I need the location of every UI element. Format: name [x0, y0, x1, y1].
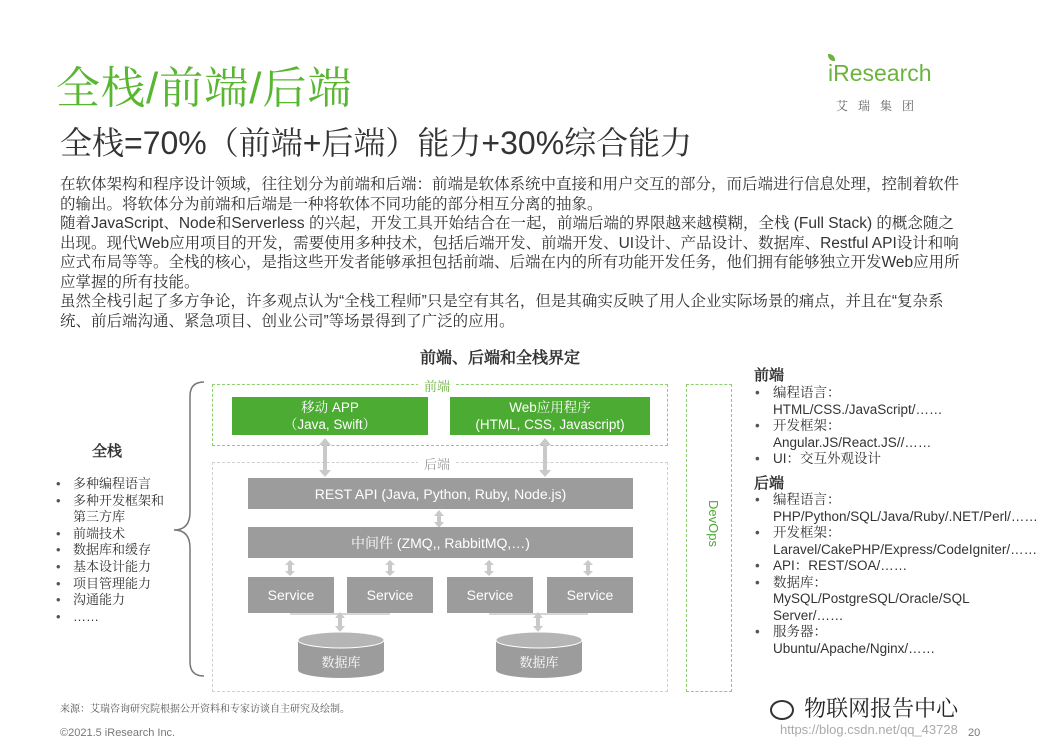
list-item: • 前端技术 [54, 526, 174, 543]
service-box: Service [347, 577, 433, 613]
list-item: • 沟通能力 [54, 592, 174, 609]
copyright: ©2021.5 iResearch Inc. [60, 727, 176, 739]
intro-paragraph-3: 虽然全栈引起了多方争论，许多观点认为“全栈工程师”只是空有其名，但是其确实反映了用人企业实际场景的痛点，并且在“复杂系统、前后端沟通、紧急项目、创业公司”等场景得到了广泛的应用。 [60, 293, 944, 330]
backend-head: 后端 [754, 472, 788, 493]
arrow-icon [335, 612, 345, 632]
arrow-icon [385, 560, 395, 576]
backend-list [755, 492, 1038, 657]
devops-label: DevOps [706, 500, 721, 547]
list-item: • API：REST/SOA/…… [755, 558, 955, 575]
list-item: • 数据库：MySQL/PostgreSQL/Oracle/SQL Server/…… [755, 575, 955, 625]
list-item: • 项目管理能力 [54, 576, 174, 593]
wechat-icon [770, 700, 794, 720]
arrow-icon [484, 560, 494, 576]
source-note: 来源：艾瑞咨询研究院根据公开资料和专家访谈自主研究及绘制。 [60, 704, 350, 715]
list-item: • 编程语言：PHP/Python/SQL/Java/Ruby/.NET/Perl/…… [755, 492, 955, 525]
arrow-icon [533, 612, 543, 632]
list-item: • UI：交互外观设计 [755, 451, 955, 468]
middleware-box: 中间件 (ZMQ,, RabbitMQ,…) [248, 527, 633, 558]
watermark [770, 692, 958, 723]
diagram-title: 前端、后端和全栈界定 [419, 350, 580, 367]
intro-text [60, 175, 960, 331]
logo-subtext: 艾瑞集团 [836, 99, 925, 113]
service-box: Service [547, 577, 633, 613]
web-app-line2: (HTML, CSS, Javascript) [475, 417, 625, 432]
arrow-icon [539, 438, 551, 477]
arrow-icon [434, 510, 444, 528]
logo-text: iResearch [828, 60, 932, 86]
watermark-text: 物联网报告中心 [804, 696, 959, 721]
intro-paragraph-1: 在软体架构和程序设计领域，往往划分为前端和后端：前端是软体系统中直接和用户交互的部分，而后端进行信息处理，控制着软件的输出。将软体分为前端和后端是一种将软体不同功能的部分相互分离的抽象。 [60, 176, 960, 213]
rest-api-box: REST API (Java, Python, Ruby, Node.js) [248, 478, 633, 509]
frontend-list [755, 385, 955, 468]
frontend-head: 前端 [754, 367, 785, 384]
service-box: Service [248, 577, 334, 613]
iresearch-logo [828, 60, 958, 120]
csdn-url: https://blog.csdn.net/qq_43728 [780, 722, 958, 737]
mobile-app-line2: （Java, Swift） [283, 417, 377, 432]
database-label: 数据库 [519, 655, 559, 670]
arrow-icon [583, 560, 593, 576]
frontend-region-label: 前端 [418, 376, 456, 395]
backend-region-label: 后端 [418, 454, 456, 473]
list-item: • 编程语言：HTML/CSS./JavaScript/…… [755, 385, 955, 418]
list-item: • 多种开发框架和第三方库 [54, 493, 174, 526]
list-item: • 开发框架：Laravel/CakePHP/Express/CodeIgniter/…… [755, 525, 955, 558]
list-item: • 服务器：Ubuntu/Apache/Nginx/…… [755, 624, 955, 657]
list-item: • 多种编程语言 [54, 476, 174, 493]
arrow-icon [285, 560, 295, 576]
fullstack-title: 全栈 [92, 443, 123, 460]
fullstack-list [54, 476, 174, 625]
page-subtitle: 全栈=70%（前端+后端）能力+30%综合能力 [60, 125, 693, 161]
service-box: Service [447, 577, 533, 613]
list-item: • 开发框架：Angular.JS/React.JS//…… [755, 418, 955, 451]
list-item: • 数据库和缓存 [54, 542, 174, 559]
brace-icon [168, 380, 208, 680]
list-item: • …… [54, 609, 174, 626]
intro-paragraph-2: 随着JavaScript、Node和Serverless 的兴起，开发工具开始结合在一起，前端后端的界限越来越模糊，全栈 (Full Stack) 的概念随之出现。现代Web应用项目的开发，需要使用多种技术，包括后端开发、前端开发、UI设计、产品设计、数据库、Restful API设计和响应式布局等等。全栈的核心，是指这些开发者能够承担包括前端、后端在内的所有功能开发任务，他们拥有能够独立开发Web应用所应掌握的所有技能。 [60, 215, 960, 291]
web-app-line1: Web应用程序 [509, 400, 591, 415]
page-title: 全栈/前端/后端 [56, 64, 353, 113]
arrow-icon [319, 438, 331, 477]
database-label: 数据库 [321, 655, 361, 670]
list-item: • 基本设计能力 [54, 559, 174, 576]
page-number: 20 [968, 727, 981, 739]
mobile-app-line1: 移动 APP [301, 400, 359, 415]
